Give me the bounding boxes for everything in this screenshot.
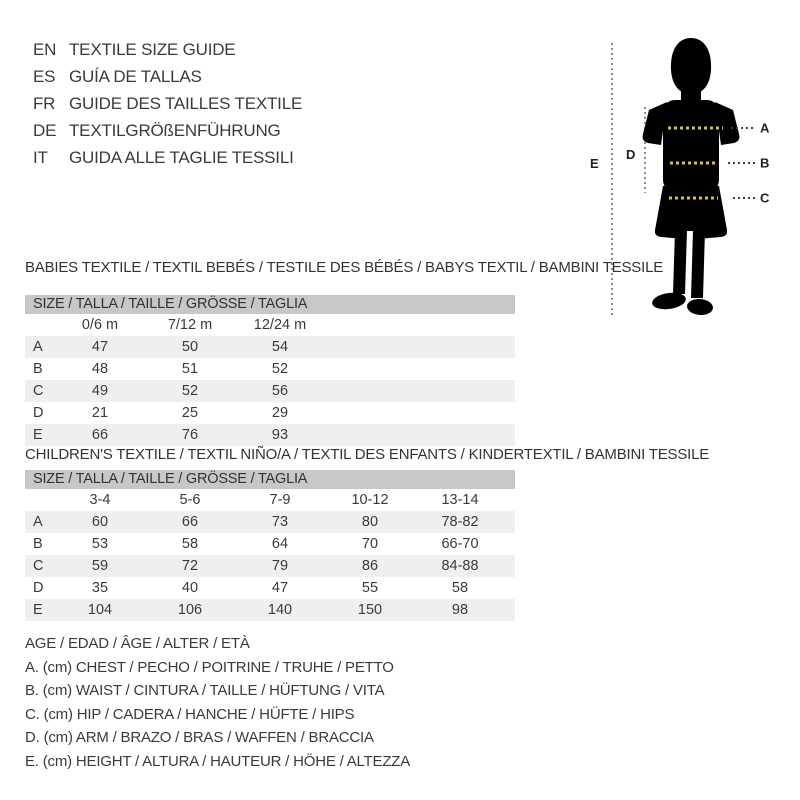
table-cell: 59 — [91, 558, 109, 574]
table-cell: 52 — [271, 361, 289, 377]
children-size-table — [25, 470, 515, 621]
table-cell: 48 — [91, 361, 109, 377]
language-code: DE — [33, 121, 57, 140]
table-cell: 79 — [271, 558, 289, 574]
table-cell: 53 — [91, 536, 109, 552]
table-cell: 49 — [91, 383, 109, 399]
table-cell: 35 — [91, 580, 109, 596]
table-cell: 52 — [181, 383, 199, 399]
marker-label-a: A — [760, 120, 770, 136]
row-label: A — [33, 514, 43, 530]
guide-title: GUIDE DES TAILLES TEXTILE — [69, 94, 303, 113]
table-cell: 140 — [267, 602, 293, 618]
table-cell: 55 — [361, 580, 379, 596]
table-cell: 29 — [271, 405, 289, 421]
measurement-figure — [585, 30, 785, 320]
table-cell: 80 — [361, 514, 379, 530]
legend-arm: D. (cm) ARM / BRAZO / BRAS / WAFFEN / BRACCIA — [25, 729, 374, 746]
table-cell: 106 — [177, 602, 203, 618]
table-cell: 47 — [91, 339, 109, 355]
row-label: C — [33, 383, 44, 399]
language-code: ES — [33, 67, 56, 86]
table-cell: 58 — [181, 536, 199, 552]
language-row — [33, 144, 302, 171]
language-code: IT — [33, 148, 48, 167]
table-cell: 76 — [181, 427, 199, 443]
table-cell: 40 — [181, 580, 199, 596]
children-column-header-row — [25, 489, 515, 511]
row-label: B — [33, 536, 43, 552]
table-cell: 84-88 — [441, 558, 479, 574]
marker-label-c: C — [760, 190, 770, 206]
table-row — [25, 336, 515, 358]
row-label: D — [33, 580, 44, 596]
column-header: 7/12 m — [167, 317, 213, 333]
guide-title: GUÍA DE TALLAS — [69, 67, 202, 86]
table-cell: 93 — [271, 427, 289, 443]
table-row — [25, 424, 515, 446]
table-cell: 50 — [181, 339, 199, 355]
table-cell: 86 — [361, 558, 379, 574]
table-cell: 66-70 — [441, 536, 479, 552]
marker-label-d: D — [626, 147, 636, 162]
guide-title: TEXTILGRÖßENFÜHRUNG — [69, 121, 281, 140]
legend-age: AGE / EDAD / ÂGE / ALTER / ETÀ — [25, 635, 250, 652]
table-row — [25, 402, 515, 424]
language-row — [33, 63, 302, 90]
marker-label-b: B — [760, 155, 770, 171]
children-size-header-bar: SIZE / TALLA / TAILLE / GRÖSSE / TAGLIA — [25, 470, 515, 489]
babies-section-title: BABIES TEXTILE / TEXTIL BEBÉS / TESTILE DES BÉBÉS / BABYS TEXTIL / BAMBINI TESSILE — [25, 259, 664, 276]
language-row — [33, 36, 302, 63]
table-row — [25, 555, 515, 577]
column-header: 10-12 — [351, 492, 389, 508]
babies-size-header-bar: SIZE / TALLA / TAILLE / GRÖSSE / TAGLIA — [25, 295, 515, 314]
column-header: 13-14 — [441, 492, 479, 508]
babies-size-table — [25, 295, 515, 446]
table-cell: 58 — [451, 580, 469, 596]
column-header: 7-9 — [269, 492, 291, 508]
language-row — [33, 117, 302, 144]
legend-chest: A. (cm) CHEST / PECHO / POITRINE / TRUHE / PETTO — [25, 658, 394, 676]
children-section-title: CHILDREN'S TEXTILE / TEXTIL NIÑO/A / TEXTIL DES ENFANTS / KINDERTEXTIL / BAMBINI TESSILE — [25, 446, 710, 463]
table-cell: 60 — [91, 514, 109, 530]
language-row — [33, 90, 302, 117]
column-header: 5-6 — [179, 492, 201, 508]
table-cell: 56 — [271, 383, 289, 399]
legend-hip: C. (cm) HIP / CADERA / HANCHE / HÜFTE / HIPS — [25, 705, 355, 723]
language-code: FR — [33, 94, 56, 113]
row-label: E — [33, 427, 43, 443]
guide-title: GUIDA ALLE TAGLIE TESSILI — [69, 148, 294, 167]
corner-cell — [25, 489, 55, 511]
table-cell: 66 — [181, 514, 199, 530]
table-cell: 54 — [271, 339, 289, 355]
column-header: 0/6 m — [81, 317, 119, 333]
babies-column-header-row — [25, 314, 515, 336]
measurement-legend — [25, 632, 410, 773]
table-cell: 51 — [181, 361, 199, 377]
table-cell: 150 — [357, 602, 383, 618]
row-label: B — [33, 361, 43, 377]
column-header: 12/24 m — [253, 317, 307, 333]
table-row — [25, 358, 515, 380]
child-figure-svg — [585, 30, 785, 320]
table-row — [25, 511, 515, 533]
row-label: A — [33, 339, 43, 355]
guide-title: TEXTILE SIZE GUIDE — [69, 40, 236, 59]
marker-label-e: E — [590, 156, 599, 171]
table-cell: 21 — [91, 405, 109, 421]
table-cell: 70 — [361, 536, 379, 552]
row-label: D — [33, 405, 44, 421]
language-code: EN — [33, 40, 57, 59]
table-cell: 98 — [451, 602, 469, 618]
table-row — [25, 577, 515, 599]
row-label: C — [33, 558, 44, 574]
table-cell: 73 — [271, 514, 289, 530]
table-row — [25, 599, 515, 621]
table-cell: 72 — [181, 558, 199, 574]
column-header: 3-4 — [89, 492, 111, 508]
corner-cell — [25, 314, 55, 336]
table-cell: 66 — [91, 427, 109, 443]
table-cell: 47 — [271, 580, 289, 596]
table-cell: 78-82 — [441, 514, 479, 530]
table-cell: 64 — [271, 536, 289, 552]
legend-height: E. (cm) HEIGHT / ALTURA / HAUTEUR / HÖHE / ALTEZZA — [25, 752, 411, 770]
table-cell: 104 — [87, 602, 113, 618]
language-title-list — [33, 36, 302, 171]
legend-waist: B. (cm) WAIST / CINTURA / TAILLE / HÜFTUNG / VITA — [25, 682, 385, 699]
table-row — [25, 380, 515, 402]
table-row — [25, 533, 515, 555]
table-cell: 25 — [181, 405, 199, 421]
row-label: E — [33, 602, 43, 618]
